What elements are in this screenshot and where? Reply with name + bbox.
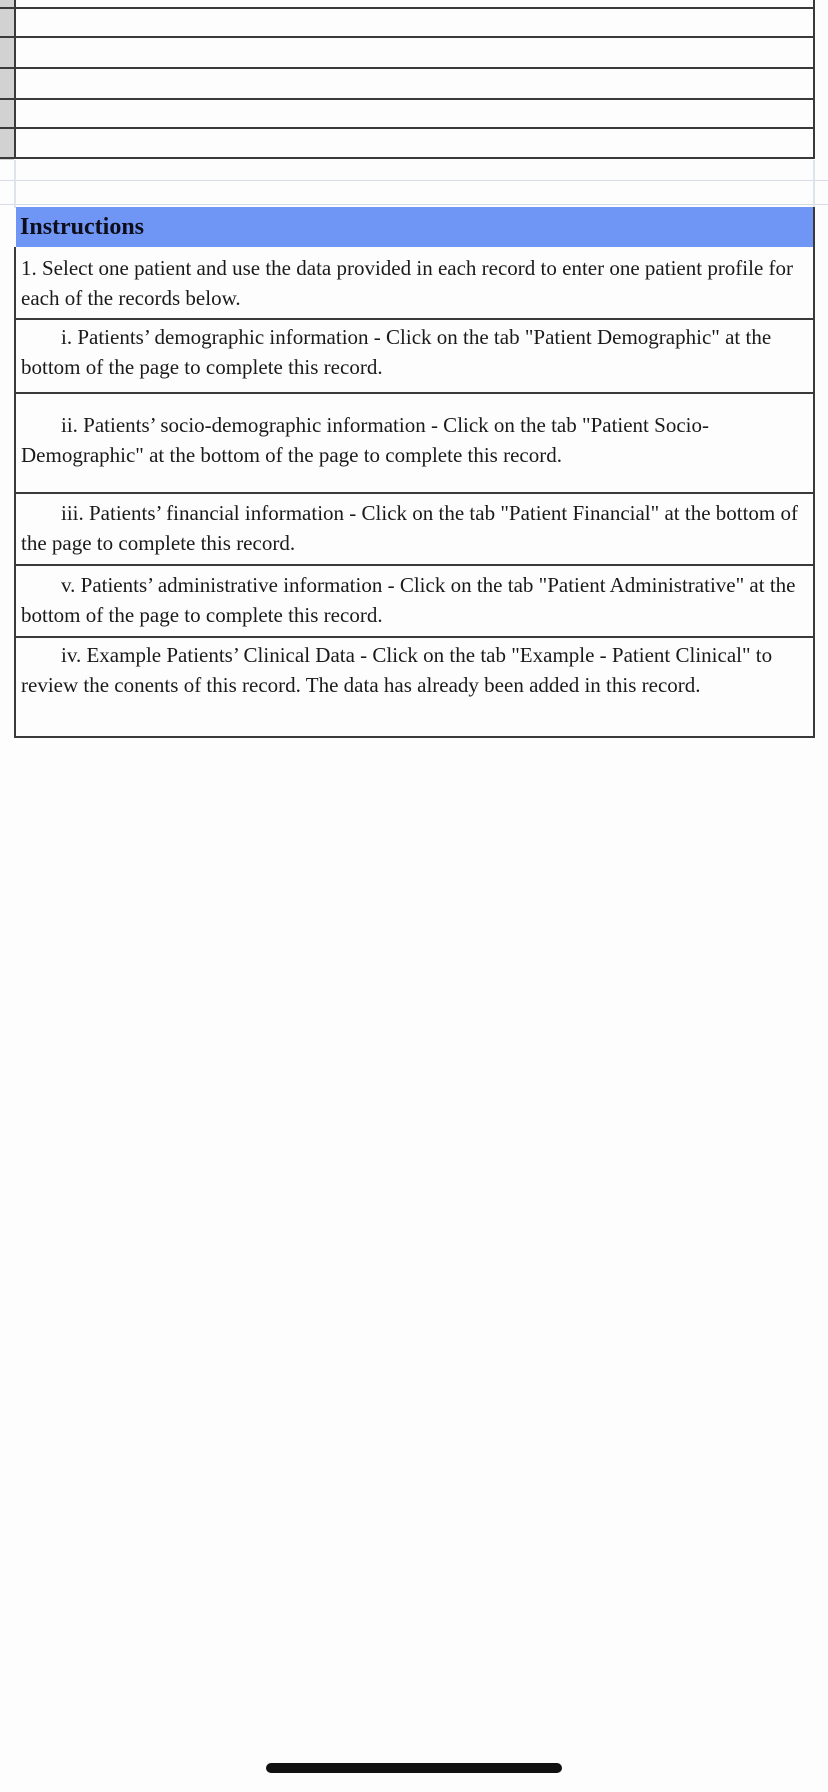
grid-line bbox=[813, 0, 815, 158]
instruction-cell[interactable]: ii. Patients’ socio-demographic information - Click on the tab "Patient Socio-Demographic" at the bottom of the page to complete this record. bbox=[21, 413, 709, 467]
grid-line bbox=[14, 736, 815, 738]
instruction-cell[interactable]: v. Patients’ administrative information - Click on the tab "Patient Administrative" at the bottom of the page to complete this record. bbox=[21, 573, 796, 627]
grid-line bbox=[14, 0, 16, 158]
grid-line bbox=[14, 636, 815, 638]
grid-line bbox=[14, 160, 16, 208]
instruction-cell[interactable]: 1. Select one patient and use the data provided in each record to enter one patient profile for each of the records below. bbox=[21, 256, 794, 310]
row-header-strip[interactable] bbox=[0, 0, 14, 160]
grid-line bbox=[14, 492, 815, 494]
grid-line bbox=[14, 318, 815, 320]
spreadsheet-grid bbox=[0, 0, 828, 760]
instructions-header-cell[interactable]: Instructions bbox=[16, 207, 815, 247]
grid-line bbox=[0, 67, 815, 69]
instruction-cell[interactable]: i. Patients’ demographic information - Click on the tab "Patient Demographic" at the bottom of the page to complete this record. bbox=[21, 325, 772, 379]
grid-line bbox=[0, 98, 815, 100]
grid-line bbox=[0, 204, 828, 205]
instruction-cell[interactable]: iii. Patients’ financial information - Click on the tab "Patient Financial" at the bottom of the page to complete this record. bbox=[21, 501, 799, 555]
grid-line bbox=[14, 247, 16, 738]
instruction-cell[interactable]: iv. Example Patients’ Clinical Data - Click on the tab "Example - Patient Clinical" to review the conents of this record. The data has already been added in this record. bbox=[21, 643, 773, 697]
grid-line bbox=[0, 36, 815, 38]
grid-line bbox=[14, 392, 815, 394]
grid-line bbox=[0, 7, 815, 9]
grid-line bbox=[0, 157, 815, 159]
grid-line bbox=[813, 160, 815, 208]
grid-line bbox=[813, 207, 815, 738]
home-indicator[interactable] bbox=[266, 1763, 562, 1773]
grid-line bbox=[14, 564, 815, 566]
grid-line bbox=[0, 180, 828, 181]
grid-line bbox=[0, 127, 815, 129]
